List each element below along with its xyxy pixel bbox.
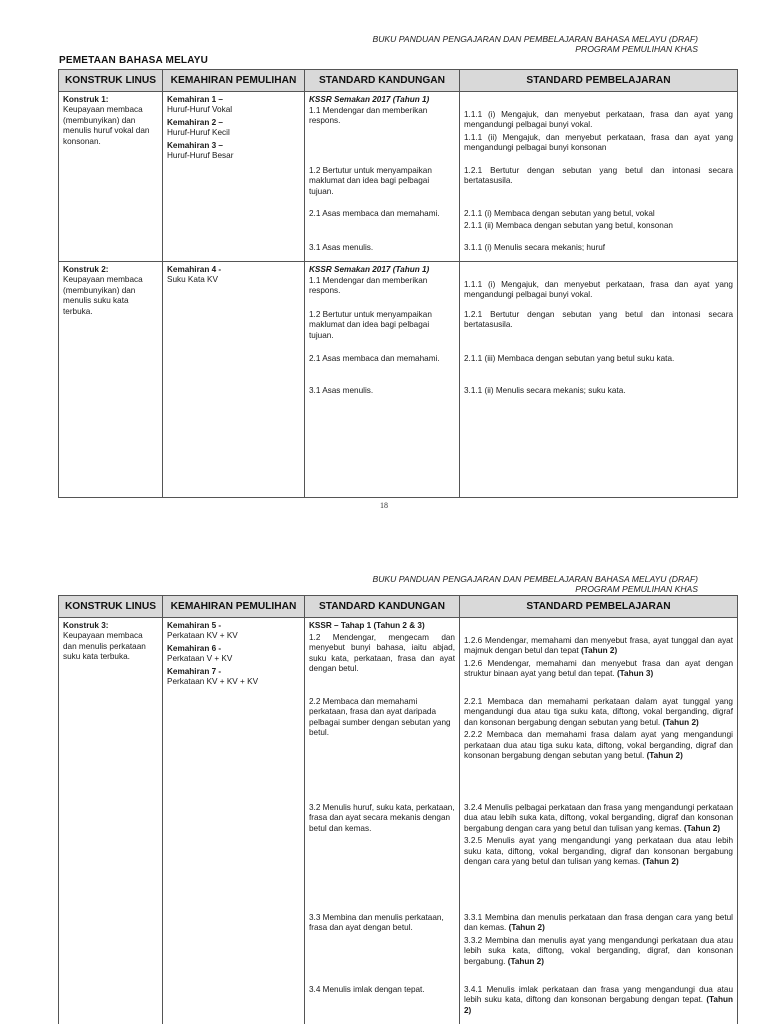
sp-item: 1.2.6 Mendengar, memahami dan menyebut frasa, ayat tunggal dan ayat majmuk dengan betul dan tepat (Tahun 2) xyxy=(464,636,733,656)
header-line-1: BUKU PANDUAN PENGAJARAN DAN PEMBELAJARAN BAHASA MELAYU (DRAF) xyxy=(372,574,698,584)
kemahiran-desc: Perkataan KV + KV + KV xyxy=(167,677,259,687)
sk-item: 1.2 Bertutur untuk menyampaikan maklumat dan idea bagi pelbagai tujuan. xyxy=(309,310,432,340)
standard-pembelajaran-cell xyxy=(460,618,738,1024)
table-row xyxy=(59,262,738,498)
kemahiran-desc: Huruf-Huruf Vokal xyxy=(167,105,233,115)
kemahiran-desc: Suku Kata KV xyxy=(167,275,218,285)
table-row xyxy=(59,92,738,262)
kemahiran-desc: Huruf-Huruf Kecil xyxy=(167,128,230,138)
kemahiran-cell xyxy=(163,618,305,1024)
col-header-kemahiran: KEMAHIRAN PEMULIHAN xyxy=(163,596,305,618)
section-title: PEMETAAN BAHASA MELAYU xyxy=(59,55,209,66)
konstruk-desc: Keupayaan membaca dan menulis perkataan suku kata terbuka. xyxy=(63,631,146,662)
mapping-table-2 xyxy=(58,595,738,1024)
sk-item: 3.2 Menulis huruf, suku kata, perkataan, frasa dan ayat secara mekanis dengan betul dan kemas. xyxy=(309,803,455,833)
sk-item: 1.2 Mendengar, mengecam dan menyebut bunyi bahasa, iaitu abjad, suku kata, perkataan, frasa dan ayat dengan betul. xyxy=(309,633,455,674)
col-header-standard-kandungan: STANDARD KANDUNGAN xyxy=(305,70,460,92)
konstruk-cell xyxy=(59,92,163,262)
page-19 xyxy=(0,520,768,1024)
konstruk-desc: Keupayaan membaca (membunyikan) dan menulis huruf vokal dan konsonan. xyxy=(63,105,150,146)
sk-item: 3.1 Asas menulis. xyxy=(309,243,374,252)
sk-item: 1.2 Bertutur untuk menyampaikan maklumat dan idea bagi pelbagai tujuan. xyxy=(309,166,432,196)
kemahiran-title: Kemahiran 1 – xyxy=(167,95,223,104)
header-line-1: BUKU PANDUAN PENGAJARAN DAN PEMBELAJARAN BAHASA MELAYU (DRAF) xyxy=(372,34,698,44)
col-header-konstruk: KONSTRUK LINUS xyxy=(59,596,163,618)
sk-item: 2.1 Asas membaca dan memahami. xyxy=(309,209,440,218)
header-line-2: PROGRAM PEMULIHAN KHAS xyxy=(575,584,698,594)
sp-item: 1.2.6 Mendengar, memahami dan menyebut frasa dan ayat dengan struktur binaan ayat yang betul dan tepat. (Tahun 3) xyxy=(464,658,733,679)
kemahiran-title: Kemahiran 3 – xyxy=(167,140,223,150)
col-header-standard-pembelajaran: STANDARD PEMBELAJARAN xyxy=(460,70,738,92)
kemahiran-title: Kemahiran 6 - xyxy=(167,643,222,653)
table-header-row xyxy=(59,70,738,92)
sk-item: 1.1 Mendengar dan memberikan respons. xyxy=(309,276,428,296)
kemahiran-cell xyxy=(163,262,305,498)
sp-item: 2.1.1 (ii) Membaca dengan sebutan yang betul, konsonan xyxy=(464,221,673,231)
sp-item: 3.2.5 Menulis ayat yang mengandungi yang perkataan dua atau lebih suku kata, diftong, vokal berganding, digraf dan konsonan bergabung dengan cara yang betul dan tulisan yang kemas. (Tahun 2) xyxy=(464,836,733,867)
konstruk-desc: Keupayaan membaca (membunyikan) dan menulis suku kata terbuka. xyxy=(63,275,143,316)
kemahiran-desc: Perkataan KV + KV xyxy=(167,631,238,641)
sp-item: 3.2.4 Menulis pelbagai perkataan dan frasa yang mengandungi perkataan dua atau lebih suka kata, diftong, vokal berganding, digraf dan konsonan bergabung dengan cara yang betul dan tulisan yang kemas. (Tahun 2) xyxy=(464,803,733,833)
kemahiran-title: Kemahiran 5 - xyxy=(167,621,222,630)
standard-pembelajaran-cell xyxy=(460,92,738,262)
sk-heading: KSSR – Tahap 1 (Tahun 2 & 3) xyxy=(309,621,425,630)
kemahiran-desc: Huruf-Huruf Besar xyxy=(167,151,234,161)
standard-pembelajaran-cell xyxy=(460,262,738,498)
konstruk-title: Konstruk 3: xyxy=(63,621,109,630)
kemahiran-title: Kemahiran 7 - xyxy=(167,666,222,676)
konstruk-title: Konstruk 1: xyxy=(63,95,109,104)
kemahiran-desc: Perkataan V + KV xyxy=(167,654,233,664)
standard-kandungan-cell xyxy=(305,92,460,262)
sk-item: 2.1 Asas membaca dan memahami. xyxy=(309,354,440,363)
kemahiran-title: Kemahiran 2 – xyxy=(167,117,223,127)
sk-heading: KSSR Semakan 2017 (Tahun 1) xyxy=(309,265,430,274)
sp-item: 2.1.1 (iii) Membaca dengan sebutan yang betul suku kata. xyxy=(464,354,675,363)
running-header xyxy=(372,574,698,594)
sp-item: 3.1.1 (i) Menulis secara mekanis; huruf xyxy=(464,243,606,252)
sp-item: 2.1.1 (i) Membaca dengan sebutan yang betul, vokal xyxy=(464,209,655,218)
sp-item: 1.1.1 (i) Mengajuk, dan menyebut perkataan, frasa dan ayat yang mengandungi pelbagai bunyi vokal. xyxy=(464,280,733,300)
sk-item: 3.3 Membina dan menulis perkataan, frasa dan ayat dengan betul. xyxy=(309,913,444,933)
konstruk-title: Konstruk 2: xyxy=(63,265,109,274)
sp-item: 3.3.1 Membina dan menulis perkataan dan frasa dengan cara yang betul dan kemas. (Tahun 2) xyxy=(464,913,733,933)
page-number: 18 xyxy=(380,501,388,510)
standard-kandungan-cell xyxy=(305,262,460,498)
sp-item: 2.2.1 Membaca dan memahami perkataan dalam ayat tunggal yang mengandungi dua atau tiga suku kata, diftong, vokal berganding, digraf dan konsonan bergabung dengan sebutan yang betul. (Tahun 2) xyxy=(464,697,733,727)
kemahiran-cell xyxy=(163,92,305,262)
sk-item: 2.2 Membaca dan memahami perkataan, frasa dan ayat daripada pelbagai sumber dengan sebutan yang betul. xyxy=(309,697,451,738)
table-header-row xyxy=(59,596,738,618)
mapping-table-1 xyxy=(58,69,738,498)
header-line-2: PROGRAM PEMULIHAN KHAS xyxy=(575,44,698,54)
sp-item: 1.2.1 Bertutur dengan sebutan yang betul dan intonasi secara bertatasusila. xyxy=(464,310,733,330)
sp-item: 3.1.1 (ii) Menulis secara mekanis; suku kata. xyxy=(464,386,626,395)
table-row xyxy=(59,618,738,1024)
sp-item: 3.4.1 Menulis imlak perkataan dan frasa yang mengandungi dua atau lebih suku kata, diftong dan konsonan bergabung dengan tepat. (Tahun 2) xyxy=(464,985,733,1015)
col-header-standard-kandungan: STANDARD KANDUNGAN xyxy=(305,596,460,618)
kemahiran-title: Kemahiran 4 - xyxy=(167,265,222,274)
sk-heading: KSSR Semakan 2017 (Tahun 1) xyxy=(309,95,430,104)
standard-kandungan-cell xyxy=(305,618,460,1024)
konstruk-cell xyxy=(59,262,163,498)
running-header xyxy=(372,34,698,54)
sk-item: 1.1 Mendengar dan memberikan respons. xyxy=(309,106,428,126)
col-header-kemahiran: KEMAHIRAN PEMULIHAN xyxy=(163,70,305,92)
sk-item: 3.1 Asas menulis. xyxy=(309,386,374,395)
col-header-konstruk: KONSTRUK LINUS xyxy=(59,70,163,92)
sp-item: 1.2.1 Bertutur dengan sebutan yang betul dan intonasi secara bertatasusila. xyxy=(464,166,733,186)
sp-item: 1.1.1 (i) Mengajuk, dan menyebut perkataan, frasa dan ayat yang mengandungi pelbagai bunyi vokal. xyxy=(464,110,733,130)
sp-item: 1.1.1 (ii) Mengajuk, dan menyebut perkataan, frasa dan ayat yang mengandungi pelbagai bunyi konsonan xyxy=(464,132,733,153)
konstruk-cell xyxy=(59,618,163,1024)
sp-item: 3.3.2 Membina dan menulis ayat yang mengandungi perkataan dua atau lebih suka kata, diftong, vokal berganding, digraf, dan konsonan bergabung. (Tahun 2) xyxy=(464,935,733,966)
sk-item: 3.4 Menulis imlak dengan tepat. xyxy=(309,985,425,994)
sp-item: 2.2.2 Membaca dan memahami frasa dalam ayat yang mengandungi perkataan dua atau tiga suku kata, diftong, vokal berganding, digraf dan konsonan bergabung dengan sebutan yang betul. (Tahun 2) xyxy=(464,730,733,761)
col-header-standard-pembelajaran: STANDARD PEMBELAJARAN xyxy=(460,596,738,618)
